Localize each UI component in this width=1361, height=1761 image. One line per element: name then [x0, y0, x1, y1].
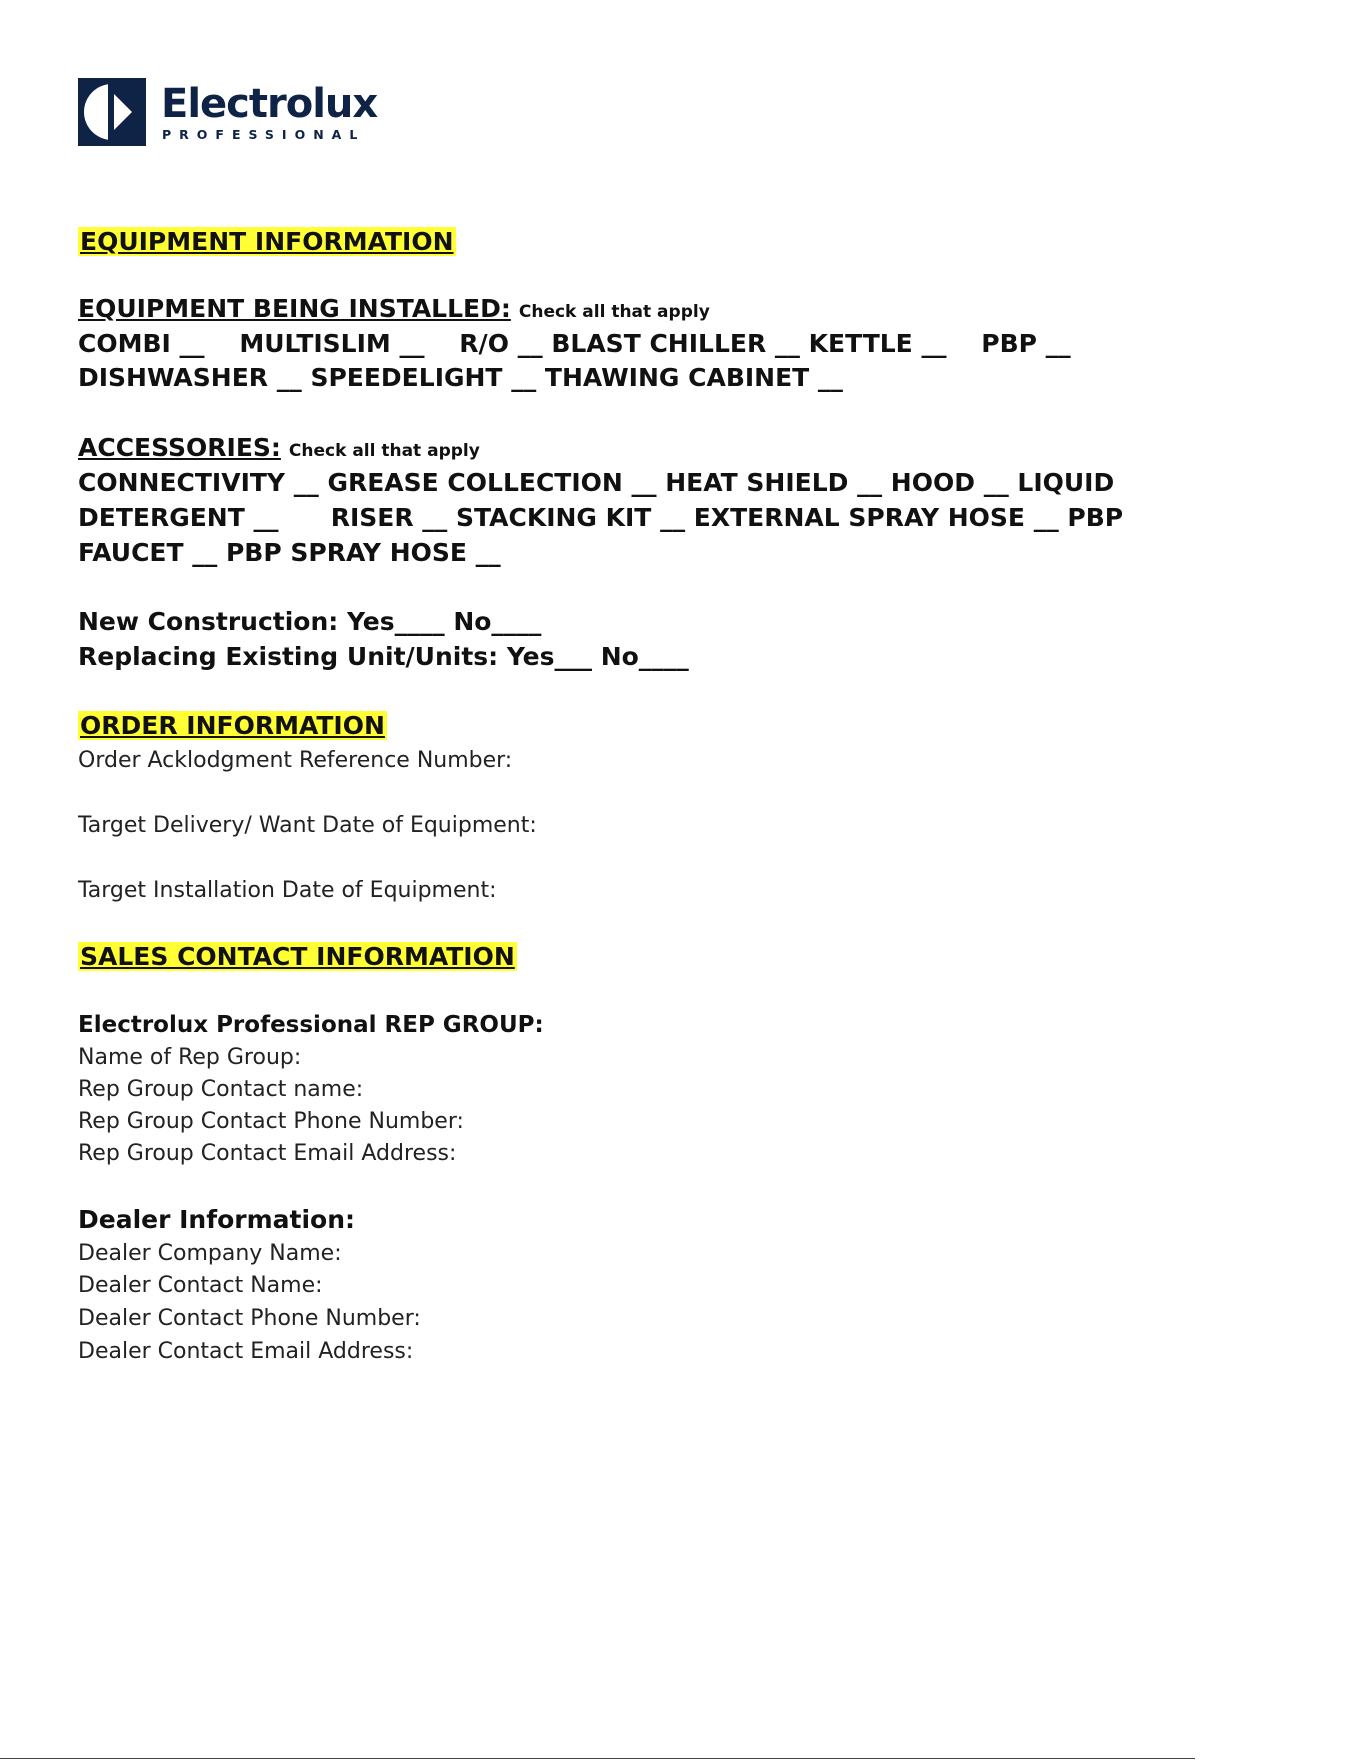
accessories-line-1: CONNECTIVITY __ GREASE COLLECTION __ HEAT SHIELD __ HOOD __ LIQUID — [78, 468, 1115, 497]
rep-contact-phone-field: Rep Group Contact Phone Number: — [78, 1109, 464, 1134]
electrolux-logo-icon — [78, 78, 146, 146]
sales-heading — [78, 940, 517, 977]
target-delivery-field: Target Delivery/ Want Date of Equipment: — [78, 813, 537, 838]
dealer-company-field: Dealer Company Name: — [78, 1241, 342, 1266]
equipment-heading-text: EQUIPMENT INFORMATION — [80, 227, 454, 256]
new-construction: New Construction: Yes____ No____ — [78, 607, 542, 636]
sales-heading-text: SALES CONTACT INFORMATION — [80, 942, 515, 971]
page-bottom-rule — [0, 1758, 1195, 1759]
dealer-contact-phone-field: Dealer Contact Phone Number: — [78, 1306, 421, 1331]
accessories-line-2: DETERGENT __ RISER __ STACKING KIT __ EXTERNAL SPRAY HOSE __ PBP — [78, 503, 1124, 532]
installed-hint: Check all that apply — [518, 302, 710, 322]
installed-label: EQUIPMENT BEING INSTALLED: — [78, 294, 511, 323]
installed-line-1: COMBI __ MULTISLIM __ R/O __ BLAST CHILLER __ KETTLE __ PBP __ — [78, 329, 1071, 358]
order-heading-text: ORDER INFORMATION — [80, 711, 385, 740]
order-heading — [78, 709, 387, 746]
target-installation-field: Target Installation Date of Equipment: — [78, 878, 497, 903]
rep-contact-name-field: Rep Group Contact name: — [78, 1077, 364, 1102]
electrolux-logo — [78, 78, 378, 148]
logo-wordmark: Electrolux — [161, 81, 378, 127]
dealer-contact-email-field: Dealer Contact Email Address: — [78, 1339, 414, 1364]
equipment-heading — [78, 225, 456, 262]
rep-group-label: Electrolux Professional REP GROUP: — [78, 1012, 544, 1038]
order-reference-field: Order Acklodgment Reference Number: — [78, 748, 513, 773]
replacing-existing: Replacing Existing Unit/Units: Yes___ No____ — [78, 642, 689, 671]
installed-line-2: DISHWASHER __ SPEEDELIGHT __ THAWING CABINET __ — [78, 363, 843, 392]
accessories-label-line — [78, 431, 480, 468]
dealer-label: Dealer Information: — [78, 1205, 356, 1234]
accessories-label: ACCESSORIES: — [78, 433, 281, 462]
rep-contact-email-field: Rep Group Contact Email Address: — [78, 1141, 457, 1166]
rep-group-name-field: Name of Rep Group: — [78, 1045, 302, 1070]
accessories-hint: Check all that apply — [288, 441, 480, 461]
logo-subtitle: PROFESSIONAL — [162, 127, 366, 142]
dealer-contact-name-field: Dealer Contact Name: — [78, 1273, 323, 1298]
installed-label-line — [78, 292, 710, 329]
accessories-line-3: FAUCET __ PBP SPRAY HOSE __ — [78, 538, 501, 567]
